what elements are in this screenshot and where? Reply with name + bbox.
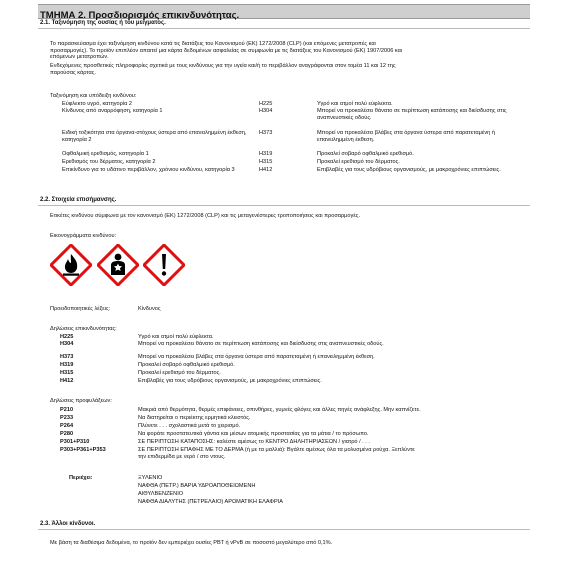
contains-item: ΞΥΛΕΝΙΟ	[138, 475, 163, 481]
classification-row	[0, 167, 570, 181]
classification-paragraph	[50, 41, 532, 61]
hazard-code: H304	[60, 341, 74, 347]
hazard-text: Προκαλεί σοβαρό οφθαλμικό ερεθισμό.	[317, 151, 414, 157]
precaution-code: P264	[60, 423, 74, 429]
hazard-statements-label: Δηλώσεις επικινδυνότητας:	[50, 326, 117, 332]
precaution-text: Να διατηρείται ο περιέκτης ερμητικά κλειστός.	[138, 415, 251, 421]
divider	[38, 205, 530, 206]
precaution-code: P303+P361+P353	[60, 447, 106, 453]
hazard-code: H315	[60, 370, 74, 376]
contains-item: ΝΑΦΘΑ ΔΙΑΛΥΤΗΣ (ΠΕΤΡΕΛΑΙΟ) ΑΡΩΜΑΤΙΚΗ ΕΛΑΦΡΙΑ	[138, 499, 283, 505]
subsection-2-2-title: 2.2. Στοιχεία επισήμανσης.	[40, 197, 117, 203]
divider	[38, 529, 530, 530]
contains-label: Περιέχει:	[69, 475, 93, 481]
precaution-text: Να φοράτε προστατευτικά γάντια και μέσων ατομικής προστασίας για τα μάτια / το πρόσωπο.	[138, 431, 369, 437]
precaution-text: Μακριά από θερμότητα, θερμές επιφάνειες, σπινθήρες, γυμνές φλόγες και άλλες πηγές ανάφλεξης. Μην καπνίζετε.	[138, 407, 421, 413]
hazard-code: H315	[259, 159, 273, 165]
precaution-code: P233	[60, 415, 74, 421]
classification-row	[0, 159, 570, 167]
subsection-2-3-title: 2.3. Άλλοι κίνδυνοι.	[40, 521, 96, 527]
section-title: ΤΜΗΜΑ 2. Προσδιορισμός επικινδυνότητας.	[40, 10, 240, 21]
text-line: επόμενων μετατροπών.	[50, 54, 109, 61]
hazard-text: Επιβλαβές για τους υδρόβιους οργανισμούς, με μακροχρόνιες επιπτώσεις.	[317, 167, 501, 173]
hazard-text: Μπορεί να προκαλέσει βλάβες στα όργανα ύστερα από παρατεταμένη ή επανειλημμένη έκθεση.	[317, 130, 495, 143]
hazard-text: Υγρό και ατμοί πολύ εύφλεκτα.	[317, 101, 393, 107]
text-line: παρούσας κάρτας.	[50, 69, 96, 76]
precautionary-statements-label: Δηλώσεις προφυλάξεων:	[50, 398, 112, 404]
hazard-code: H225	[259, 101, 273, 107]
labelling-intro: Ετικέτες κινδύνου σύμφωνα με τον κανονισμό (ΕΚ) 1272/2008 (CLP) και τις μεταγενέστερες τροποποιήσεις και προσαρμογές.	[50, 213, 361, 219]
hazard-class: Επικίνδυνο για το υδάτινο περιβάλλον, χρόνιου κινδύνου, κατηγορία 3	[62, 167, 235, 173]
classification-row	[0, 151, 570, 159]
hazard-class: Εύφλεκτο υγρό, κατηγορία 2	[62, 101, 132, 107]
precaution-text: την επιδερμίδα με νερό / στο ντους.	[138, 454, 226, 460]
hazard-class: Ειδική τοξικότητα στα όργανα-στόχους ύστερα από επανειλημμένη έκθεση, κατηγορία 2	[62, 130, 247, 143]
hazard-text: Προκαλεί σοβαρό οφθαλμικό ερεθισμό.	[138, 362, 235, 368]
hazard-class: Κίνδυνος από αναρρόφηση, κατηγορία 1	[62, 108, 163, 114]
precaution-text: Πλύνετε . . . σχολαστικά μετά το χειρισμό.	[138, 423, 241, 429]
precaution-code: P280	[60, 431, 74, 437]
signal-word-value: Κίνδυνος	[138, 306, 161, 312]
signal-word-label: Προειδοποιητικές λέξεις:	[50, 306, 111, 312]
hazard-code: H373	[259, 130, 273, 136]
hazard-class: Ερεθισμός του δέρματος, κατηγορία 2	[62, 159, 156, 165]
flame-icon	[50, 244, 92, 286]
hazard-text: Προκαλεί ερεθισμό του δέρματος.	[138, 370, 221, 376]
hazard-text: Υγρό και ατμοί πολύ εύφλεκτα.	[138, 334, 214, 340]
divider	[38, 28, 530, 29]
hazard-code: H225	[60, 334, 74, 340]
hazard-code: H319	[259, 151, 273, 157]
hazard-text: Επιβλαβές για τους υδρόβιους οργανισμούς, με μακροχρόνιες επιπτώσεις.	[138, 378, 322, 384]
text-line: προσαρμογές). Το προϊόν επιπλέον απαιτεί μια κάρτα δεδομένων ασφαλείας σε συμφωνία με τις διατάξεις του Κανονισμού (ΕΚ) 1907/2006 και	[50, 47, 403, 54]
precaution-code: P301+P310	[60, 439, 90, 445]
classification-row	[0, 108, 570, 122]
hazard-text: Μπορεί να προκαλέσει βλάβες στα όργανα ύστερα από παρατεταμένη ή επανειλημμένη έκθεση.	[138, 354, 375, 360]
precaution-text: ΣΕ ΠΕΡΙΠΤΩΣΗ ΕΠΑΦΗΣ ΜΕ ΤΟ ΔΕΡΜΑ (ή με τα μαλλιά): Βγάλτε αμέσως όλα τα μολυσμένα ρούχα. Ξεπλύντε	[138, 447, 415, 453]
contains-item: ΑΙΘΥΛΒΕΝΖΕΝΙΟ	[138, 491, 184, 497]
other-hazards-text: Με βάση τα διαθέσιμα δεδομένα, το προϊόν δεν εμπεριέχει ουσίες PBT ή vPvB σε ποσοστό μεγαλύτερο από 0,1%.	[50, 540, 333, 546]
hazard-code: H412	[259, 167, 273, 173]
precaution-text: ΣΕ ΠΕΡΙΠΤΩΣΗ ΚΑΤΑΠΟΣΗΣ: καλέστε αμέσως το ΚΕΝΤΡΟ ΔΗΛΗΤΗΡΙΑΣΕΩΝ / γιατρό / . . .	[138, 439, 370, 445]
classification-row	[0, 130, 570, 144]
classification-table-title: Ταξινόμηση και υπόδειξη κινδύνου:	[50, 93, 137, 99]
hazard-code: H412	[60, 378, 74, 384]
additional-info-paragraph	[50, 63, 532, 76]
hazard-text: Μπορεί να προκαλέσει θάνατο σε περίπτωση κατάποσης και διείσδυσης στις αναπνευστικές οδούς.	[317, 108, 507, 121]
hazard-class: Οφθαλμική ερεθισμός, κατηγορία 1	[62, 151, 149, 157]
text-line: Ενδεχόμενες προσθετικές πληροφορίες σχετικά με τους κινδύνους για την υγεία και/ή το περιβάλλον αναγράφονται στον τομέα 11 και 12 της	[50, 63, 396, 69]
subsection-2-1-title: 2.1. Ταξινόμηση της ουσίας ή του μείγματος.	[40, 20, 166, 26]
section-header	[38, 4, 530, 19]
text-line: Το παρασκεύασμα έχει ταξινόμηση κινδύνου κατά τις διατάξεις του Κανονισμού (ΕΚ) 1272/2008 (CLP) (και επόμενες μετατροπές και	[50, 41, 376, 47]
pictograms-label: Εικονογράμματα κινδύνου:	[50, 233, 117, 239]
exclamation-icon	[143, 244, 185, 286]
precaution-code: P210	[60, 407, 74, 413]
contains-item: ΝΑΦΘΑ (ΠΕΤΡ.) ΒΑΡΙΑ ΥΔΡΟΑΠΟΘΕΙΩΜΕΝΗ	[138, 483, 256, 489]
health-hazard-icon	[97, 244, 139, 286]
hazard-text: Μπορεί να προκαλέσει θάνατο σε περίπτωση κατάποσης και διείσδυσης στις αναπνευστικές οδούς.	[138, 341, 384, 347]
hazard-text: Προκαλεί ερεθισμό του δέρματος.	[317, 159, 400, 165]
hazard-code: H373	[60, 354, 74, 360]
hazard-code: H304	[259, 108, 273, 114]
hazard-code: H319	[60, 362, 74, 368]
